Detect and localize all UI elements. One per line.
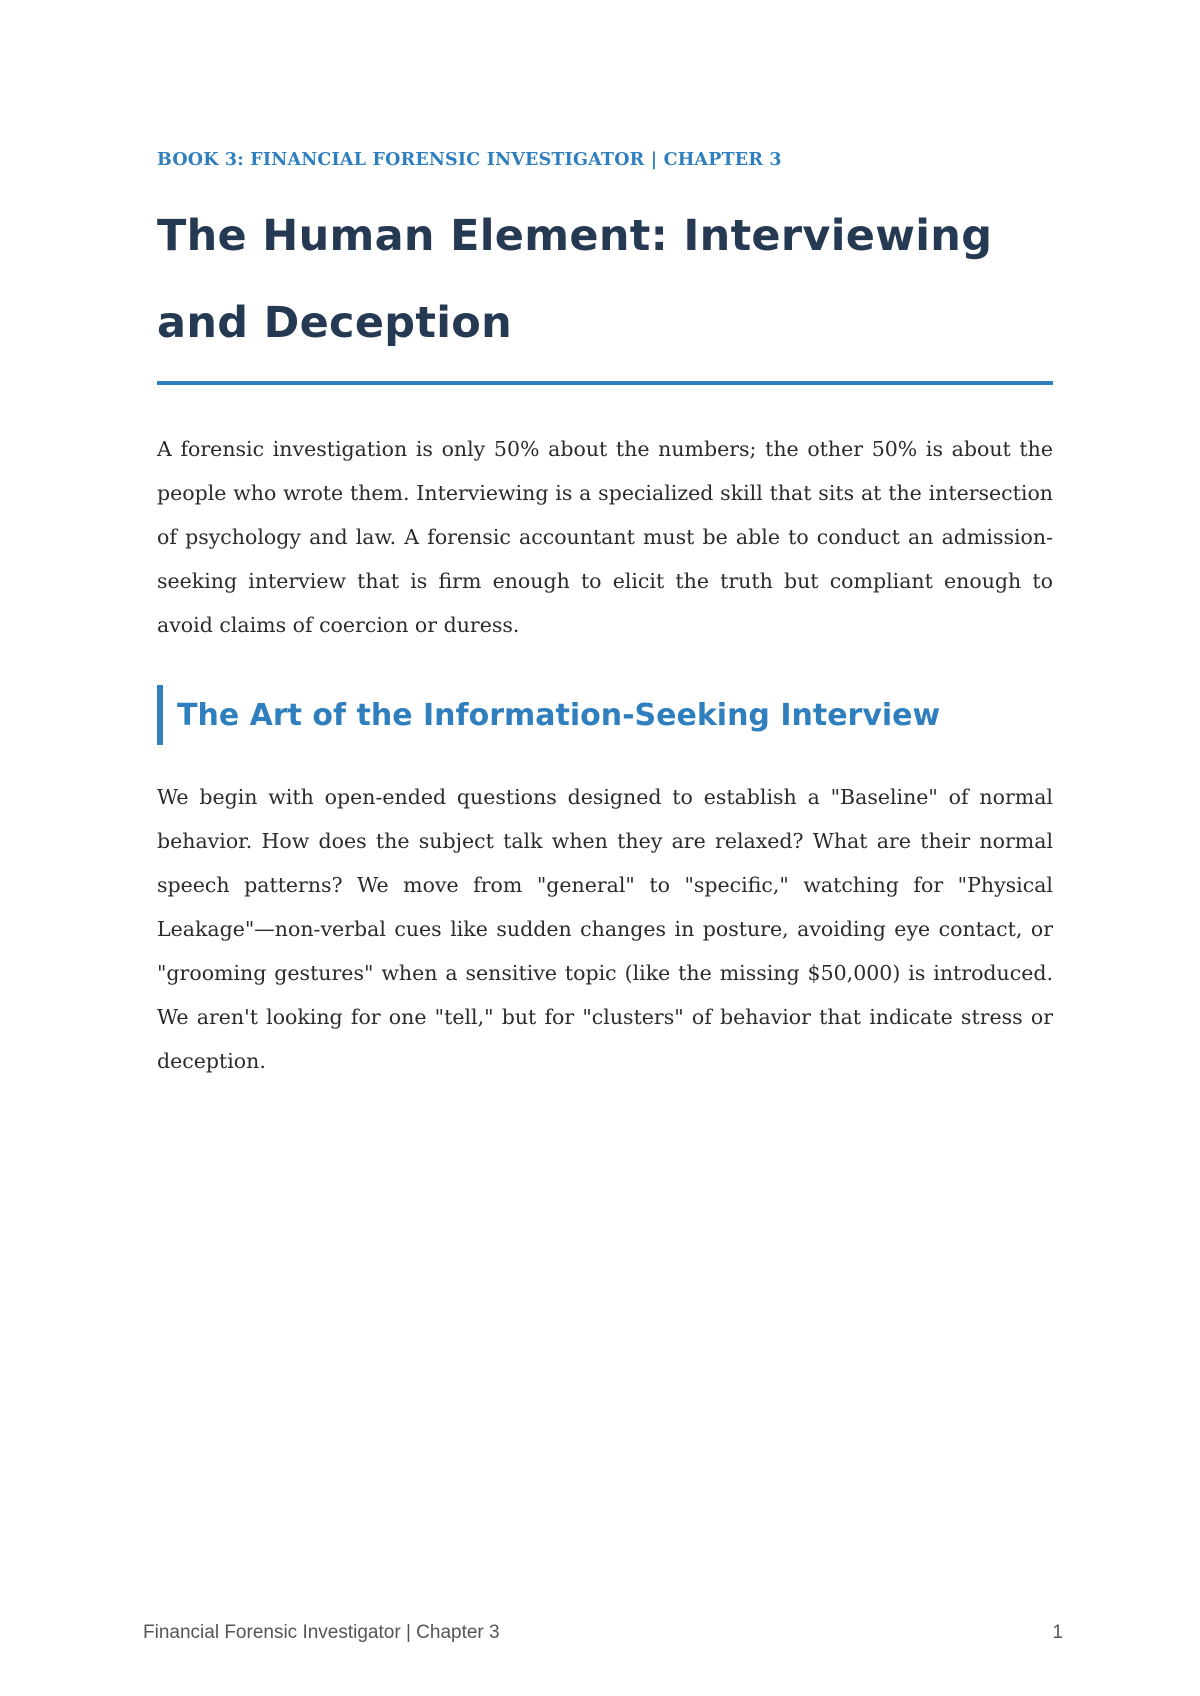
chapter-title-line-1: The Human Element: Interviewing	[157, 211, 993, 261]
section-accent-bar	[157, 685, 163, 745]
page-content	[157, 150, 1053, 1083]
section-title: The Art of the Information-Seeking Interview	[177, 697, 941, 733]
chapter-title-line-2: and Deception	[157, 298, 513, 348]
running-head: BOOK 3: FINANCIAL FORENSIC INVESTIGATOR | CHAPTER 3	[157, 150, 782, 170]
title-divider	[157, 381, 1053, 385]
page-number: 1	[1052, 1622, 1063, 1643]
chapter-title	[157, 193, 1053, 367]
section-heading	[157, 685, 1053, 745]
section-paragraph: We begin with open-ended questions designed to establish a "Baseline" of normal behavior. How does the subject talk when they are relaxed? What are their normal speech patterns? We move from "general" to "specific," watching for "Physical Leakage"—non-verbal cues like sudden changes in posture, avoiding eye contact, or "grooming gestures" when a sensitive topic (like the missing $50,000) is introduced. We aren't looking for one "tell," but for "clusters" of behavior that indicate stress or deception.	[157, 785, 1053, 1073]
page-footer	[143, 1622, 1063, 1644]
footer-text: Financial Forensic Investigator | Chapter 3	[143, 1622, 500, 1643]
intro-paragraph: A forensic investigation is only 50% about the numbers; the other 50% is about the people who wrote them. Interviewing is a specialized skill that sits at the intersection of psychology and law. A forensic accountant must be able to conduct an admission-seeking interview that is firm enough to elicit the truth but compliant enough to avoid claims of coercion or duress.	[157, 437, 1053, 637]
